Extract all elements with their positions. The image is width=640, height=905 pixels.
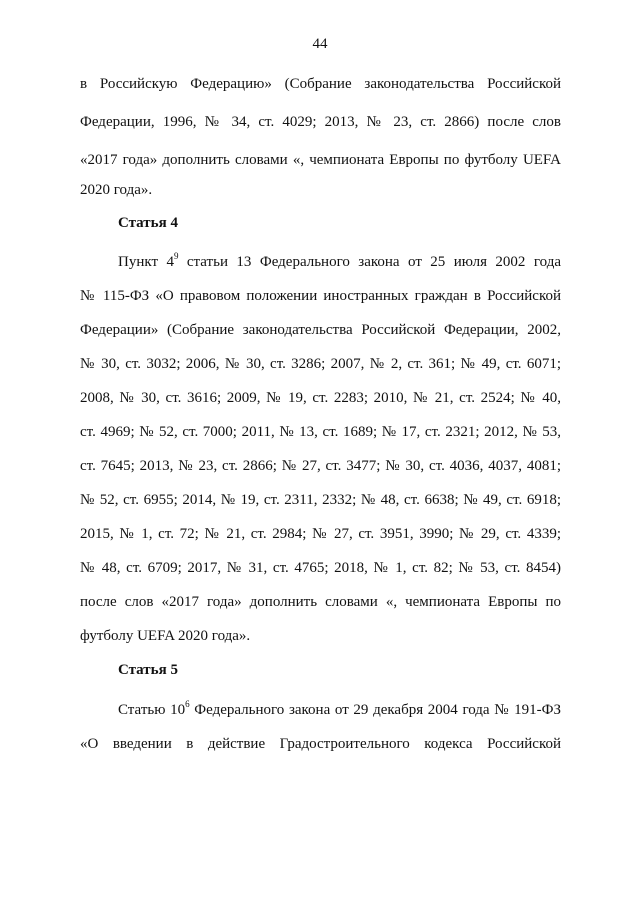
paragraph-first-line: Статью $10^6$ Федерального закона от 29 декабря 2004 года № 191-ФЗ	[118, 699, 561, 718]
paragraph-line: в Российскую Федерацию» (Собрание законодательства Российской	[80, 76, 561, 92]
article-4-heading: Статья 4	[118, 215, 178, 231]
paragraph-line: после слов «2017 года» дополнить словами «, чемпионата Европы по	[80, 594, 561, 610]
paragraph-line: № 52, ст. 6955; 2014, № 19, ст. 2311, 2332; № 48, ст. 6638; № 49, ст. 6918;	[80, 492, 561, 508]
paragraph-first-line: Пункт $4^9$ статьи 13 Федерального закона от 25 июля 2002 года	[118, 251, 561, 270]
paragraph-line: «2017 года» дополнить словами «, чемпионата Европы по футболу UEFA	[80, 152, 561, 168]
paragraph-line: Федерации, 1996, № 34, ст. 4029; 2013, № 23, ст. 2866) после слов	[80, 114, 561, 130]
paragraph-line: «О введении в действие Градостроительного кодекса Российской	[80, 736, 561, 752]
paragraph-line: № 30, ст. 3032; 2006, № 30, ст. 3286; 2007, № 2, ст. 361; № 49, ст. 6071;	[80, 356, 561, 372]
paragraph-line: 2015, № 1, ст. 72; № 21, ст. 2984; № 27, ст. 3951, 3990; № 29, ст. 4339;	[80, 526, 561, 542]
paragraph-line: ст. 7645; 2013, № 23, ст. 2866; № 27, ст. 3477; № 30, ст. 4036, 4037, 4081;	[80, 458, 561, 474]
paragraph-line: ст. 4969; № 52, ст. 7000; 2011, № 13, ст. 1689; № 17, ст. 2321; 2012, № 53,	[80, 424, 561, 440]
page-number: 44	[312, 36, 328, 52]
paragraph-line: 2008, № 30, ст. 3616; 2009, № 19, ст. 2283; 2010, № 21, ст. 2524; № 40,	[80, 390, 561, 406]
paragraph-line: № 48, ст. 6709; 2017, № 31, ст. 4765; 2018, № 1, ст. 82; № 53, ст. 8454)	[80, 560, 561, 576]
paragraph-line: 2020 года».	[80, 182, 153, 198]
paragraph-line: Федерации» (Собрание законодательства Российской Федерации, 2002,	[80, 322, 561, 338]
superscript: 6	[185, 699, 190, 709]
paragraph-line: футболу UEFA 2020 года».	[80, 628, 251, 644]
superscript: 9	[173, 251, 179, 261]
paragraph-line: № 115-ФЗ «О правовом положении иностранных граждан в Российской	[80, 288, 561, 304]
article-5-heading: Статья 5	[118, 662, 178, 678]
